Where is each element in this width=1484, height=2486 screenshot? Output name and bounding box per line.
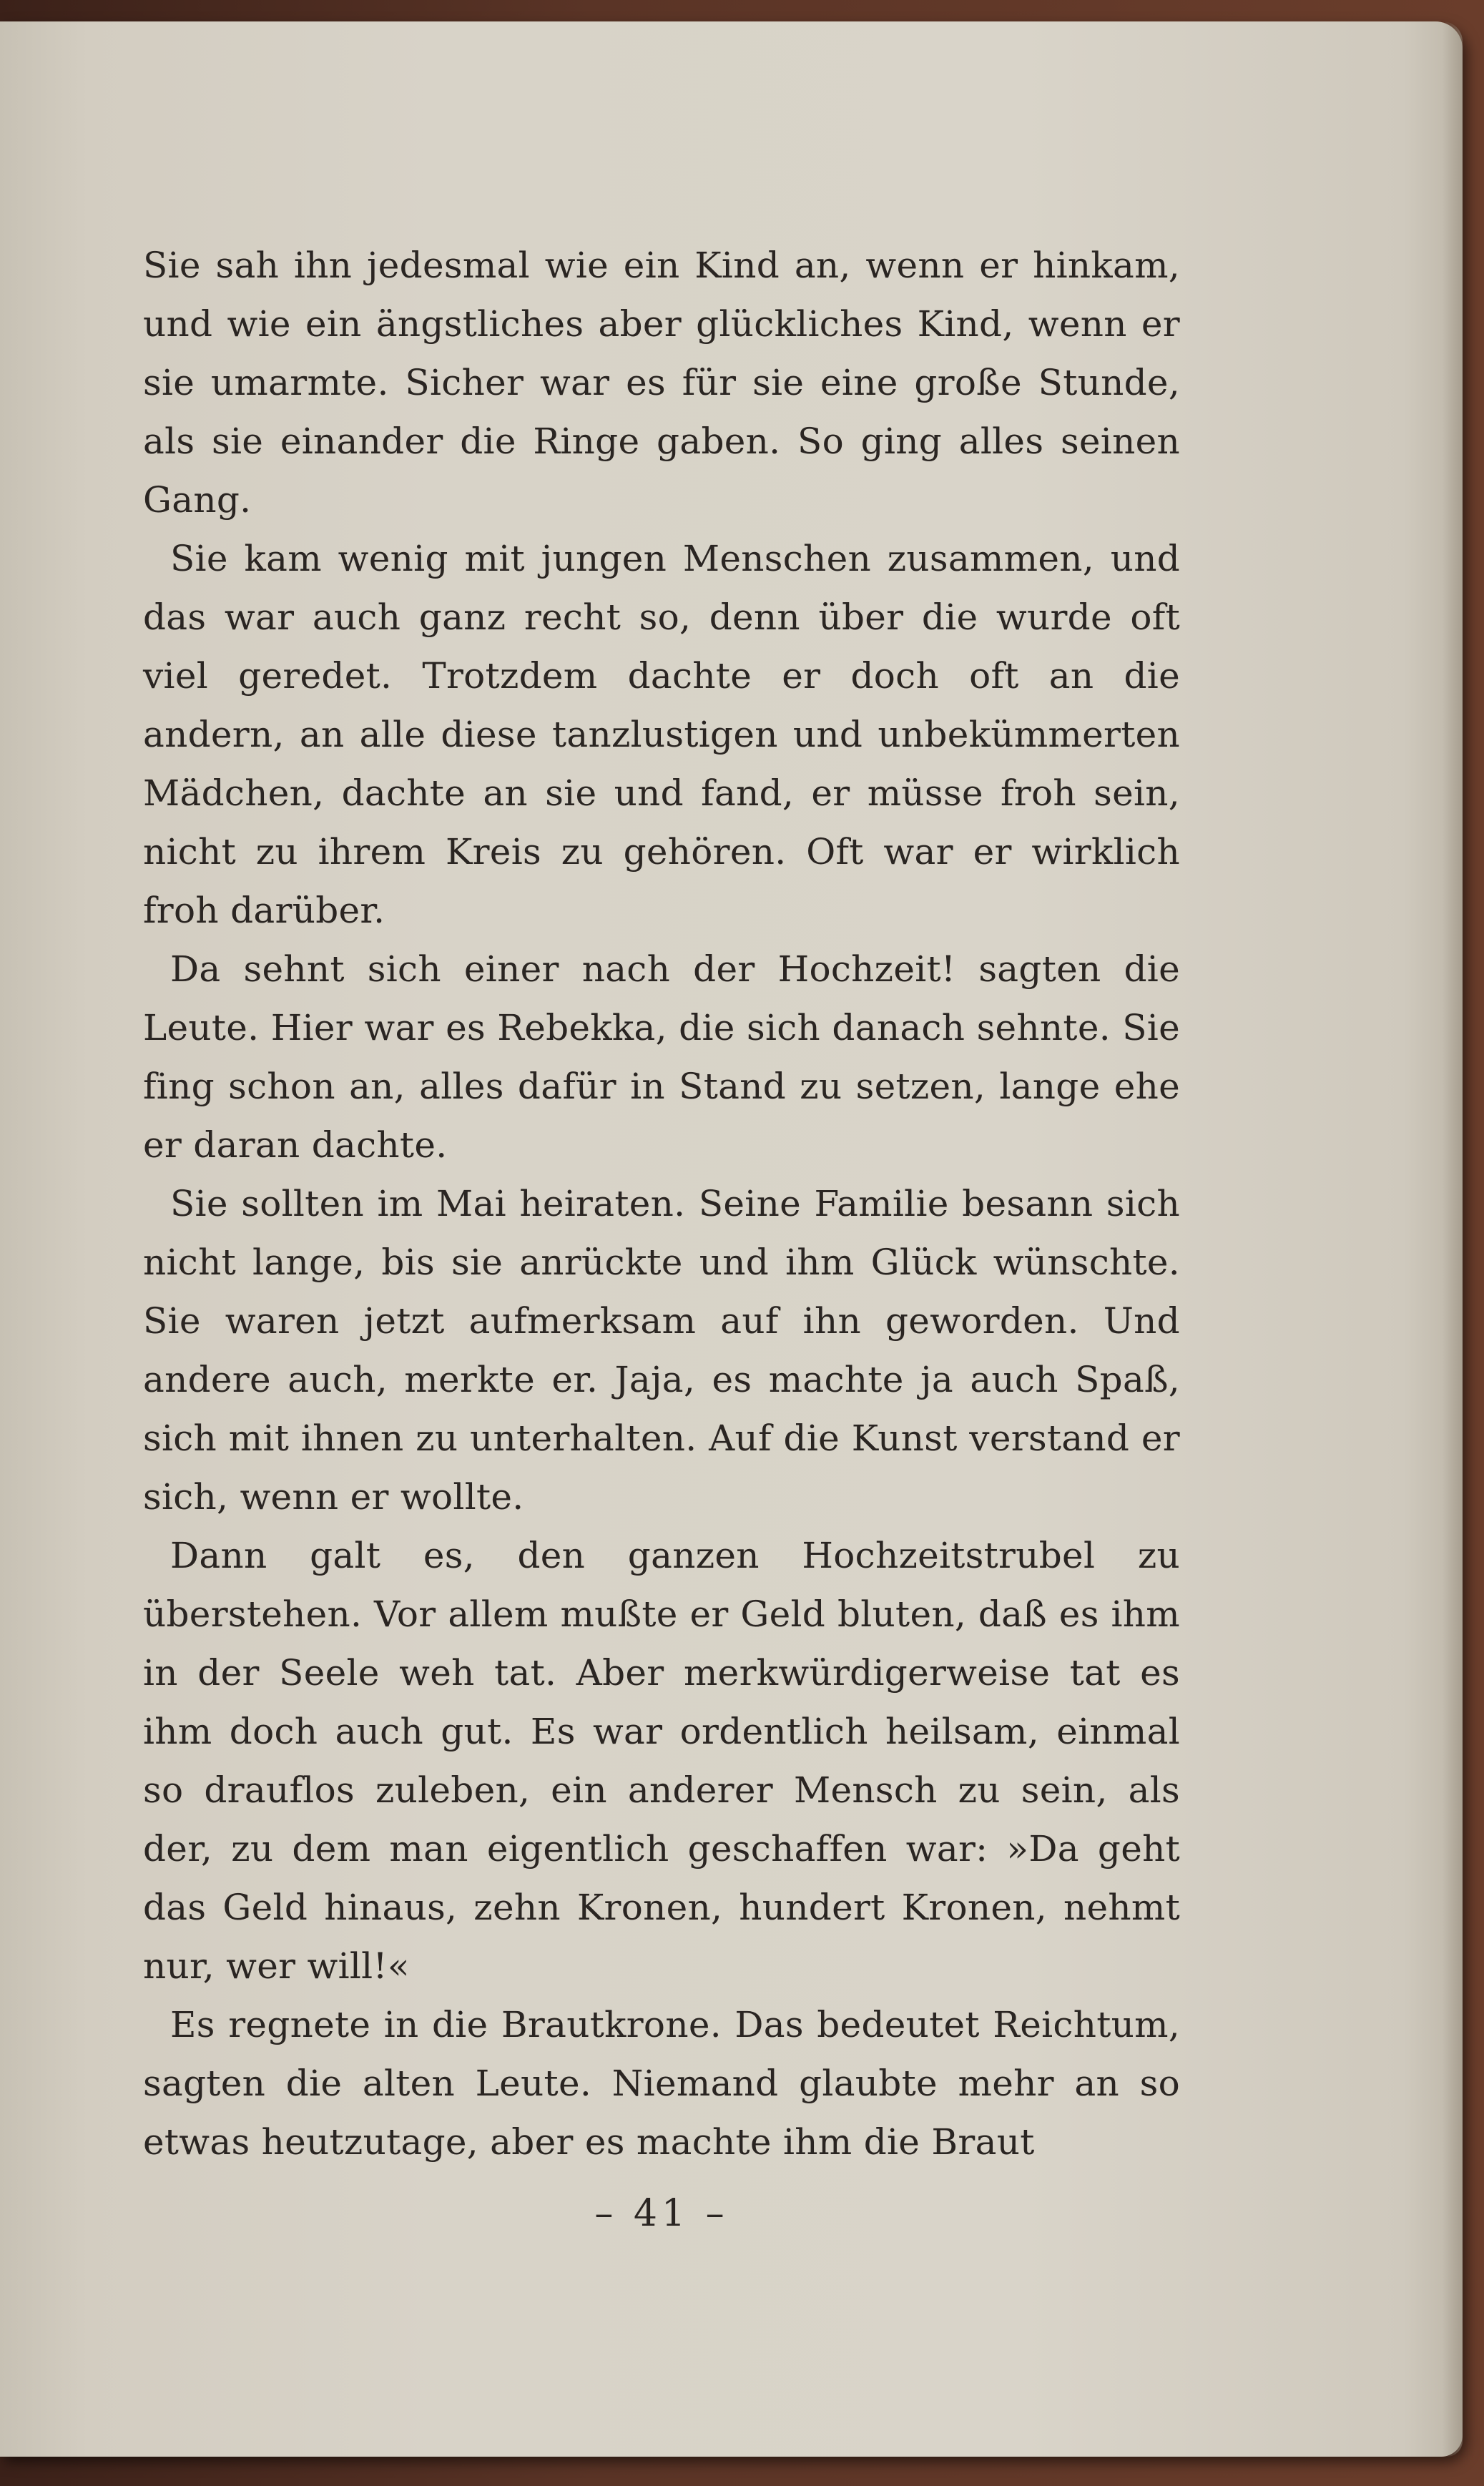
body-text xyxy=(143,236,1180,2171)
paragraph-6: Es regnete in die Brautkrone. Das bedeutet Reichtum, sagten die alten Leute. Niemand glaubte mehr an so etwas heutzutage, aber es machte ihm die Braut xyxy=(143,2004,1180,2163)
page-number: – 41 – xyxy=(594,2192,729,2235)
book-page xyxy=(0,21,1463,2457)
paragraph-4: Sie sollten im Mai heiraten. Seine Familie besann sich nicht lange, bis sie anrückte und ihm Glück wünschte. Sie waren jetzt aufmerksam auf ihn geworden. Und andere auch, merkte er. Jaja, es machte ja auch Spaß, sich mit ihnen zu unterhalten. Auf die Kunst verstand er sich, wenn er wollte. xyxy=(143,1183,1180,1518)
paragraph-1: Sie sah ihn jedesmal wie ein Kind an, wenn er hinkam, und wie ein ängstliches aber glückliches Kind, wenn er sie umarmte. Sicher war es für sie eine große Stunde, als sie einander die Ringe gaben. So ging alles seinen Gang. xyxy=(143,245,1180,521)
paragraph-2: Sie kam wenig mit jungen Menschen zusammen, und das war auch ganz recht so, denn über die wurde oft viel geredet. Trotzdem dachte er doch oft an die andern, an alle diese tanzlustigen und unbekümmerten Mädchen, dachte an sie und fand, er müsse froh sein, nicht zu ihrem Kreis zu gehören. Oft war er wirklich froh darüber. xyxy=(143,538,1180,931)
paragraph-3: Da sehnt sich einer nach der Hochzeit! sagten die Leute. Hier war es Rebekka, die sich danach sehnte. Sie fing schon an, alles dafür in Stand zu setzen, lange ehe er daran dachte. xyxy=(143,948,1180,1166)
page-edge-shadow xyxy=(1443,21,1463,2457)
paragraph-5: Dann galt es, den ganzen Hochzeitstrubel zu überstehen. Vor allem mußte er Geld bluten, daß es ihm in der Seele weh tat. Aber merkwürdigerweise tat es ihm doch auch gut. Es war ordentlich heilsam, einmal so drauflos zuleben, ein anderer Mensch zu sein, als der, zu dem man eigentlich geschaffen war: »Da geht das Geld hinaus, zehn Kronen, hundert Kronen, nehmt nur, wer will!« xyxy=(143,1535,1180,1987)
